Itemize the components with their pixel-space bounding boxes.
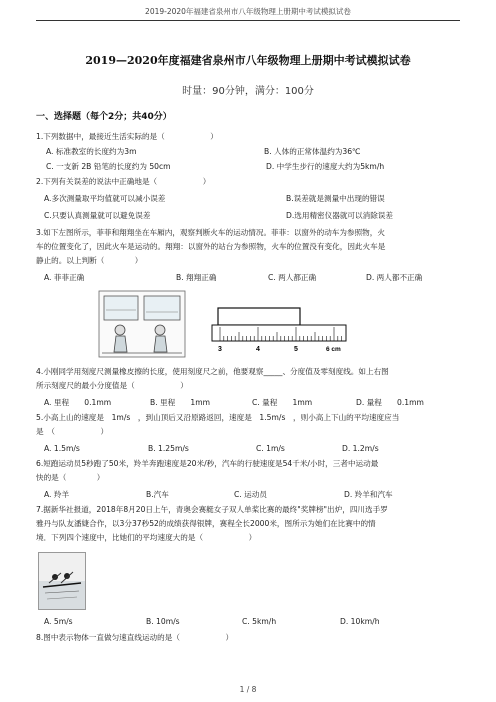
question-4-line-2: 所示刻度尺的最小分度值是（ ） bbox=[36, 381, 188, 390]
question-6-option-c: C. 运动员 bbox=[234, 490, 267, 499]
question-5-line-2: 是 （ ） bbox=[36, 427, 109, 436]
question-4-option-a: A. 里程 0.1mm bbox=[44, 398, 112, 407]
question-6-line-2: 快的是（ ） bbox=[36, 473, 105, 482]
section-heading: 一、选择题（每个2分；共40分） bbox=[36, 112, 172, 122]
question-4-line-1: 4.小刚同学用刻度尺测量橡皮擦的长度，使用刻度尺之前，他要观察_____、分度值及零刻度线。如上右图 bbox=[36, 367, 389, 376]
ruler-label-3: 3 bbox=[218, 346, 222, 353]
question-7-line-1: 7.据新华社报道，2018年8月20日上午，青奥会赛艇女子双人单桨比赛的最终"奖牌榜"出炉，四川选手罗 bbox=[36, 505, 388, 514]
eraser bbox=[218, 308, 300, 325]
question-4-option-b: B. 里程 1mm bbox=[150, 398, 211, 407]
exam-info: 时量：90分钟，满分：100分 bbox=[182, 86, 314, 97]
question-7-line-2: 雅丹与队友潘婕合作，以3分37秒52的成绩获得银牌，赛程全长2000米，图所示为她们在比赛中的情 bbox=[36, 519, 376, 528]
question-6-line-1: 6.短跑运动员5秒跑了50米，羚羊奔跑速度是20米/秒，汽车的行驶速度是54千米/小时，三者中运动最 bbox=[36, 459, 379, 468]
question-1-option-d: D. 中学生步行的速度大约为5km/h bbox=[266, 162, 385, 171]
question-3-line-1: 3.如下左图所示，菲菲和翔翔坐在车厢内，观察判断火车的运动情况。菲菲：以窗外的动车为参照物，火 bbox=[36, 228, 385, 237]
question-8-stem: 8.图中表示物体一直做匀速直线运动的是（ ） bbox=[36, 633, 234, 642]
question-2-option-a: A.多次测量取平均值就可以减小误差 bbox=[44, 194, 166, 203]
question-7-option-d: D. 10km/h bbox=[340, 617, 380, 626]
question-3-line-2: 车的位置变化了，因此火车是运动的。翔翔：以窗外的站台为参照物，火车的位置没有变化，因此火车是 bbox=[36, 242, 386, 251]
ruler-label-5: 5 bbox=[294, 346, 298, 353]
page-number: 1 / 8 bbox=[239, 685, 257, 694]
question-2-option-b: B.误差就是测量中出现的错误 bbox=[286, 194, 385, 203]
question-3-option-a: A. 菲菲正确 bbox=[44, 273, 85, 282]
question-1-option-b: B. 人体的正常体温约为36℃ bbox=[264, 147, 361, 156]
question-5-option-a: A. 1.5m/s bbox=[44, 444, 80, 453]
question-2-option-c: C.只要认真测量就可以避免误差 bbox=[44, 211, 151, 220]
question-7-option-c: C. 5km/h bbox=[242, 617, 277, 626]
question-2-stem: 2.下列有关误差的说法中正确地是（ ） bbox=[36, 177, 211, 186]
question-5-line-1: 5.小高上山的速度是 1m/s ，到山顶后又沿原路返回，速度是 1.5m/s ，则小高上下山的平均速度应当 bbox=[36, 413, 400, 422]
page-title: 2019—2020年度福建省泉州市八年级物理上册期中考试模拟试卷 bbox=[85, 54, 411, 67]
question-5-option-c: C. 1m/s bbox=[256, 444, 285, 453]
question-3-line-3: 静止的。以上判断（ ） bbox=[36, 256, 143, 265]
question-3-option-d: D. 两人都不正确 bbox=[366, 273, 423, 282]
question-4-option-c: C. 量程 1mm bbox=[252, 398, 313, 407]
question-7-option-b: B. 10m/s bbox=[146, 617, 180, 626]
question-1-option-a: A. 标准教室的长度约为3m bbox=[46, 147, 137, 156]
question-3-option-c: C. 两人都正确 bbox=[268, 273, 317, 282]
question-6-option-d: D. 羚羊和汽车 bbox=[344, 490, 393, 499]
question-5-option-d: D. 1.2m/s bbox=[342, 444, 379, 453]
question-1-stem: 1.下列数据中，最接近生活实际的是（ ） bbox=[36, 132, 218, 141]
train-interior-illustration bbox=[98, 290, 186, 358]
question-6-option-a: A. 羚羊 bbox=[44, 490, 70, 499]
ruler-label-4: 4 bbox=[256, 346, 260, 353]
ruler-illustration bbox=[210, 306, 350, 354]
question-1-option-c: C. 一支新 2B 铅笔的长度约为 50cm bbox=[46, 162, 171, 171]
rowing-photo bbox=[38, 552, 86, 610]
question-5-option-b: B. 1.25m/s bbox=[148, 444, 189, 453]
question-7-option-a: A. 5m/s bbox=[44, 617, 73, 626]
question-2-option-d: D.选用精密仪器就可以消除误差 bbox=[286, 211, 393, 220]
header-divider bbox=[36, 20, 460, 21]
question-7-line-3: 境．下列四个速度中，比她们的平均速度大的是（ ） bbox=[36, 533, 257, 542]
ruler-label-6cm: 6 cm bbox=[326, 346, 341, 353]
question-6-option-b: B.汽车 bbox=[146, 490, 169, 499]
running-header: 2019-2020年福建省泉州市八年级物理上册期中考试模拟试卷 bbox=[145, 7, 351, 16]
question-4-option-d: D. 量程 0.1mm bbox=[356, 398, 424, 407]
question-3-option-b: B. 翔翔正确 bbox=[176, 273, 217, 282]
